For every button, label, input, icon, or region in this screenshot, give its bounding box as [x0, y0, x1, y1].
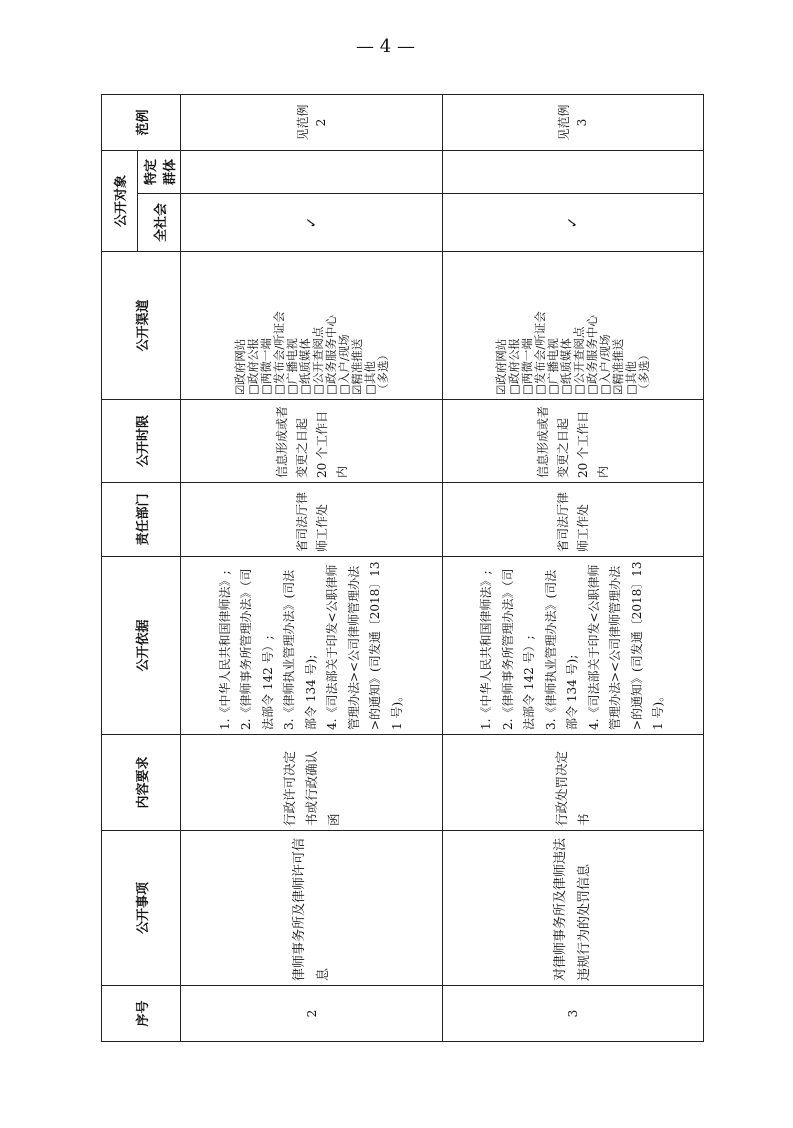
channel-note: （多选）	[375, 349, 390, 395]
channel-option: □两微一端	[520, 338, 534, 395]
page-number: — 4 —	[356, 36, 415, 58]
header-dept: 责任部门	[102, 483, 181, 557]
basis-line: 3.《律师执业管理办法》(司法部令 134 号);	[543, 569, 580, 730]
channel-option: □两微一端	[258, 338, 273, 395]
row-dept: 省司法厅律师工作处	[181, 483, 443, 557]
header-row	[102, 94, 138, 1041]
header-basis: 公开依据	[102, 557, 181, 735]
row-seq: 2	[181, 986, 443, 1042]
channel-option: □政府公报	[507, 338, 521, 395]
channel-option: ☑精准推送	[611, 338, 625, 395]
basis-line: 3.《律师执业管理办法》(司法部令 134 号);	[282, 569, 318, 730]
channel-option: □政务服务中心	[585, 315, 599, 395]
channel-option: □发布会/听证会	[271, 311, 286, 395]
row-time: 信息形成或者变更之日起 20 个工作日内	[181, 400, 443, 483]
row-example: 见范例 3	[443, 94, 704, 150]
row-target-specific	[181, 150, 443, 193]
channel-option: □公开查阅点	[310, 326, 325, 395]
row-req: 行政处罚决定书	[443, 735, 704, 831]
row-basis	[181, 557, 443, 735]
row-basis	[443, 557, 704, 735]
header-target-specific: 特定群体	[138, 150, 181, 193]
header-target: 公开对象	[102, 150, 138, 251]
channel-option: □入户/现场	[598, 334, 612, 395]
channel-option: □其他	[624, 361, 638, 395]
basis-line: 1.《中华人民共和国律师法》;	[217, 570, 232, 730]
row-target-all-check: ✓	[443, 194, 704, 252]
channel-option: □纸质媒体	[559, 338, 573, 395]
channel-option: ☑政府网站	[232, 338, 247, 395]
row-example: 见范例 2	[181, 94, 443, 150]
row-channels	[443, 252, 704, 400]
header-req: 内容要求	[102, 735, 181, 831]
channel-note: （多选）	[637, 349, 651, 395]
basis-line: 4.《司法部关于印发<公职律师管理办法><公司律师管理办法>的通知》(司发通〔2018〕131 号)。	[325, 561, 404, 730]
disclosure-table	[101, 94, 704, 1042]
header-item: 公开事项	[102, 831, 181, 986]
table-row	[181, 94, 443, 1041]
channel-option: □政务服务中心	[323, 315, 338, 395]
basis-line: 2.《律师事务所管理办法》（司法部令 142 号）;	[500, 568, 537, 730]
header-target-all: 全社会	[138, 194, 181, 252]
row-dept: 省司法厅律师工作处	[443, 483, 704, 557]
row-req: 行政许可决定书或行政确认函	[181, 735, 443, 831]
row-item: 对律师事务所及律师违法违规行为的处罚信息	[443, 831, 704, 986]
channel-option: ☑精准推送	[349, 338, 364, 395]
header-seq: 序号	[102, 986, 181, 1042]
channel-option: □发布会/听证会	[533, 311, 547, 395]
basis-line: 2.《律师事务所管理办法》（司法部令 142 号）;	[239, 568, 275, 730]
basis-line: 1.《中华人民共和国律师法》;	[479, 570, 494, 730]
header-channels: 公开渠道	[102, 252, 181, 400]
channel-option: □纸质媒体	[297, 338, 312, 395]
channel-option: □广播电视	[284, 338, 299, 395]
basis-line: 4.《司法部关于印发<公职律师管理办法><公司律师管理办法>的通知》(司发通〔2018〕131 号)。	[586, 561, 666, 730]
header-example: 范例	[102, 94, 181, 150]
channel-option: □公开查阅点	[572, 326, 586, 395]
channel-option: □其他	[362, 361, 377, 395]
row-target-specific	[443, 150, 704, 193]
header-time: 公开时限	[102, 400, 181, 483]
channel-option: ☑政府网站	[494, 338, 508, 395]
row-channels	[181, 252, 443, 400]
table-row	[443, 94, 704, 1041]
row-target-all-check: ✓	[181, 194, 443, 252]
row-time: 信息形成或者变更之日起 20 个工作日内	[443, 400, 704, 483]
row-seq: 3	[443, 986, 704, 1042]
channel-option: □政府公报	[245, 338, 260, 395]
channel-option: □广播电视	[546, 338, 560, 395]
channel-option: □入户/现场	[336, 334, 351, 395]
row-item: 律师事务所及律师许可信息	[181, 831, 443, 986]
